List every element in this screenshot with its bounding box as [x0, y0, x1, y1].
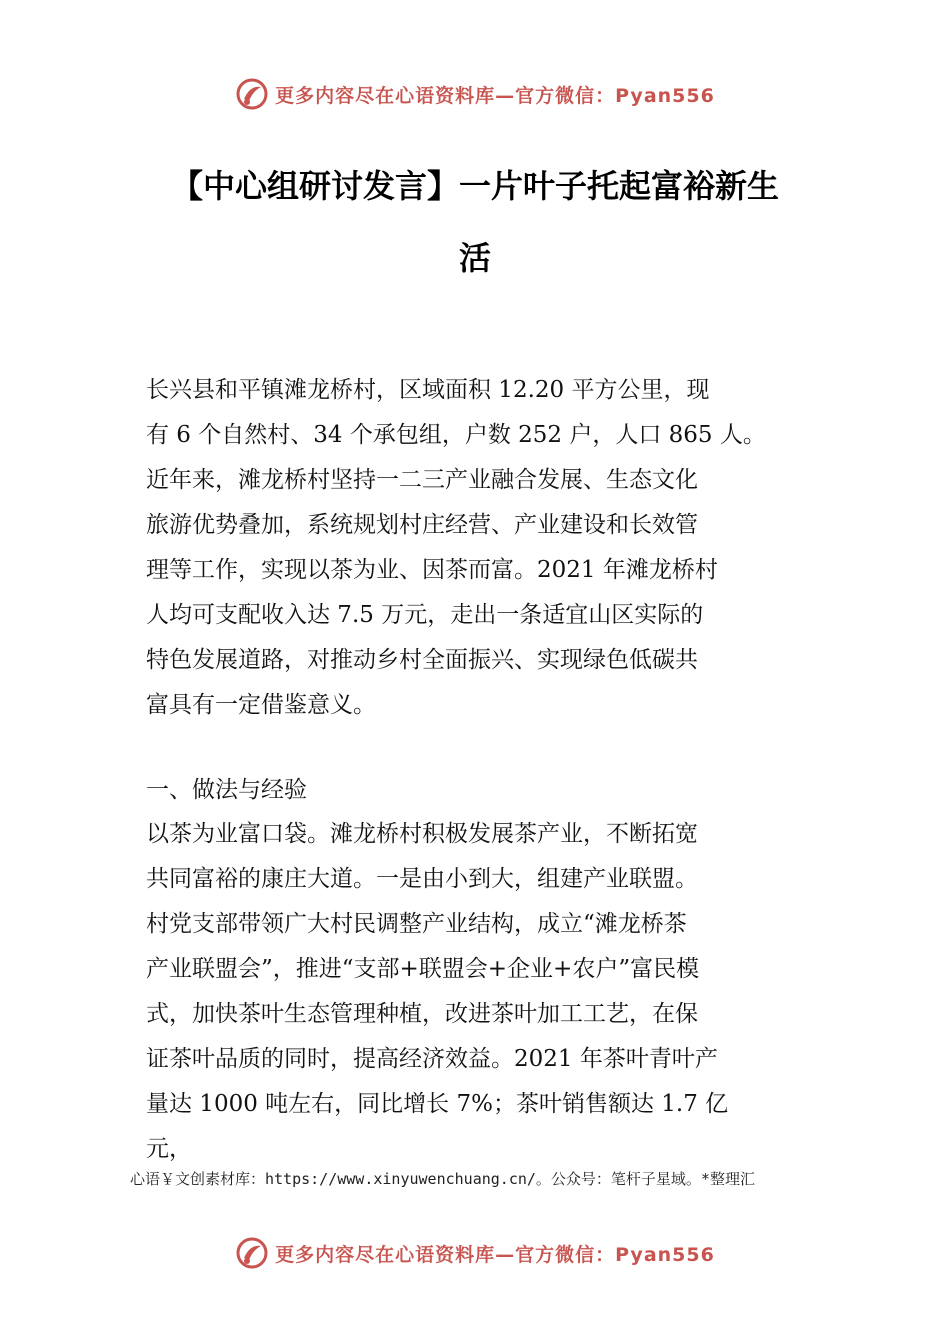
- text-line: 元，: [146, 1136, 192, 1162]
- section-paragraph: [146, 812, 826, 1172]
- title-line-2: 活: [458, 239, 491, 277]
- page-title: [95, 150, 855, 294]
- text-line: 证茶叶品质的同时，提高经济效益。2021 年茶叶青叶产: [146, 1046, 718, 1072]
- section-heading-text: 一、做法与经验: [146, 777, 307, 803]
- text-line: 有 6 个自然村、34 个承包组，户数 252 户，人口 865 人。: [146, 422, 766, 448]
- header-banner: [0, 72, 950, 116]
- text-line: 理等工作，实现以茶为业、因茶而富。2021 年滩龙桥村: [146, 557, 718, 583]
- text-line: 村党支部带领广大村民调整产业结构，成立“滩龙桥茶: [146, 911, 687, 937]
- text-line: 式，加快茶叶生态管理种植，改进茶叶加工工艺，在保: [146, 1001, 698, 1027]
- text-line: 人均可支配收入达 7.5 万元，走出一条适宜山区实际的: [146, 602, 704, 628]
- text-line: 产业联盟会”，推进“支部+联盟会+企业+农户”富民模: [146, 956, 700, 982]
- section-heading: [146, 768, 826, 813]
- brush-seal-logo-icon: [235, 77, 269, 111]
- brush-seal-logo-icon: [235, 1236, 269, 1270]
- text-line: 特色发展道路，对推动乡村全面振兴、实现绿色低碳共: [146, 647, 698, 673]
- text-line: 旅游优势叠加，系统规划村庄经营、产业建设和长效管: [146, 512, 698, 538]
- banner-text: 更多内容尽在心语资料库—官方微信：Pyan556: [275, 84, 715, 107]
- text-line: 量达 1000 吨左右，同比增长 7%；茶叶销售额达 1.7 亿: [146, 1091, 729, 1117]
- title-line-1: 【中心组研讨发言】一片叶子托起富裕新生: [170, 167, 779, 205]
- banner-text: 更多内容尽在心语资料库—官方微信：Pyan556: [275, 1243, 715, 1266]
- text-line: 长兴县和平镇滩龙桥村，区域面积 12.20 平方公里，现: [146, 377, 710, 403]
- text-line: 近年来，滩龙桥村坚持一二三产业融合发展、生态文化: [146, 467, 698, 493]
- footer-banner: [0, 1231, 950, 1275]
- text-line: 富具有一定借鉴意义。: [146, 692, 376, 718]
- text-line: 共同富裕的康庄大道。一是由小到大，组建产业联盟。: [146, 866, 698, 892]
- intro-paragraph: [146, 368, 826, 728]
- text-line: 以茶为业富口袋。滩龙桥村积极发展茶产业，不断拓宽: [146, 821, 698, 847]
- footer-source-note: 心语￥文创素材库：https://www.xinyuwenchuang.cn/。公众号：笔杆子星域。*整理汇: [130, 1170, 755, 1188]
